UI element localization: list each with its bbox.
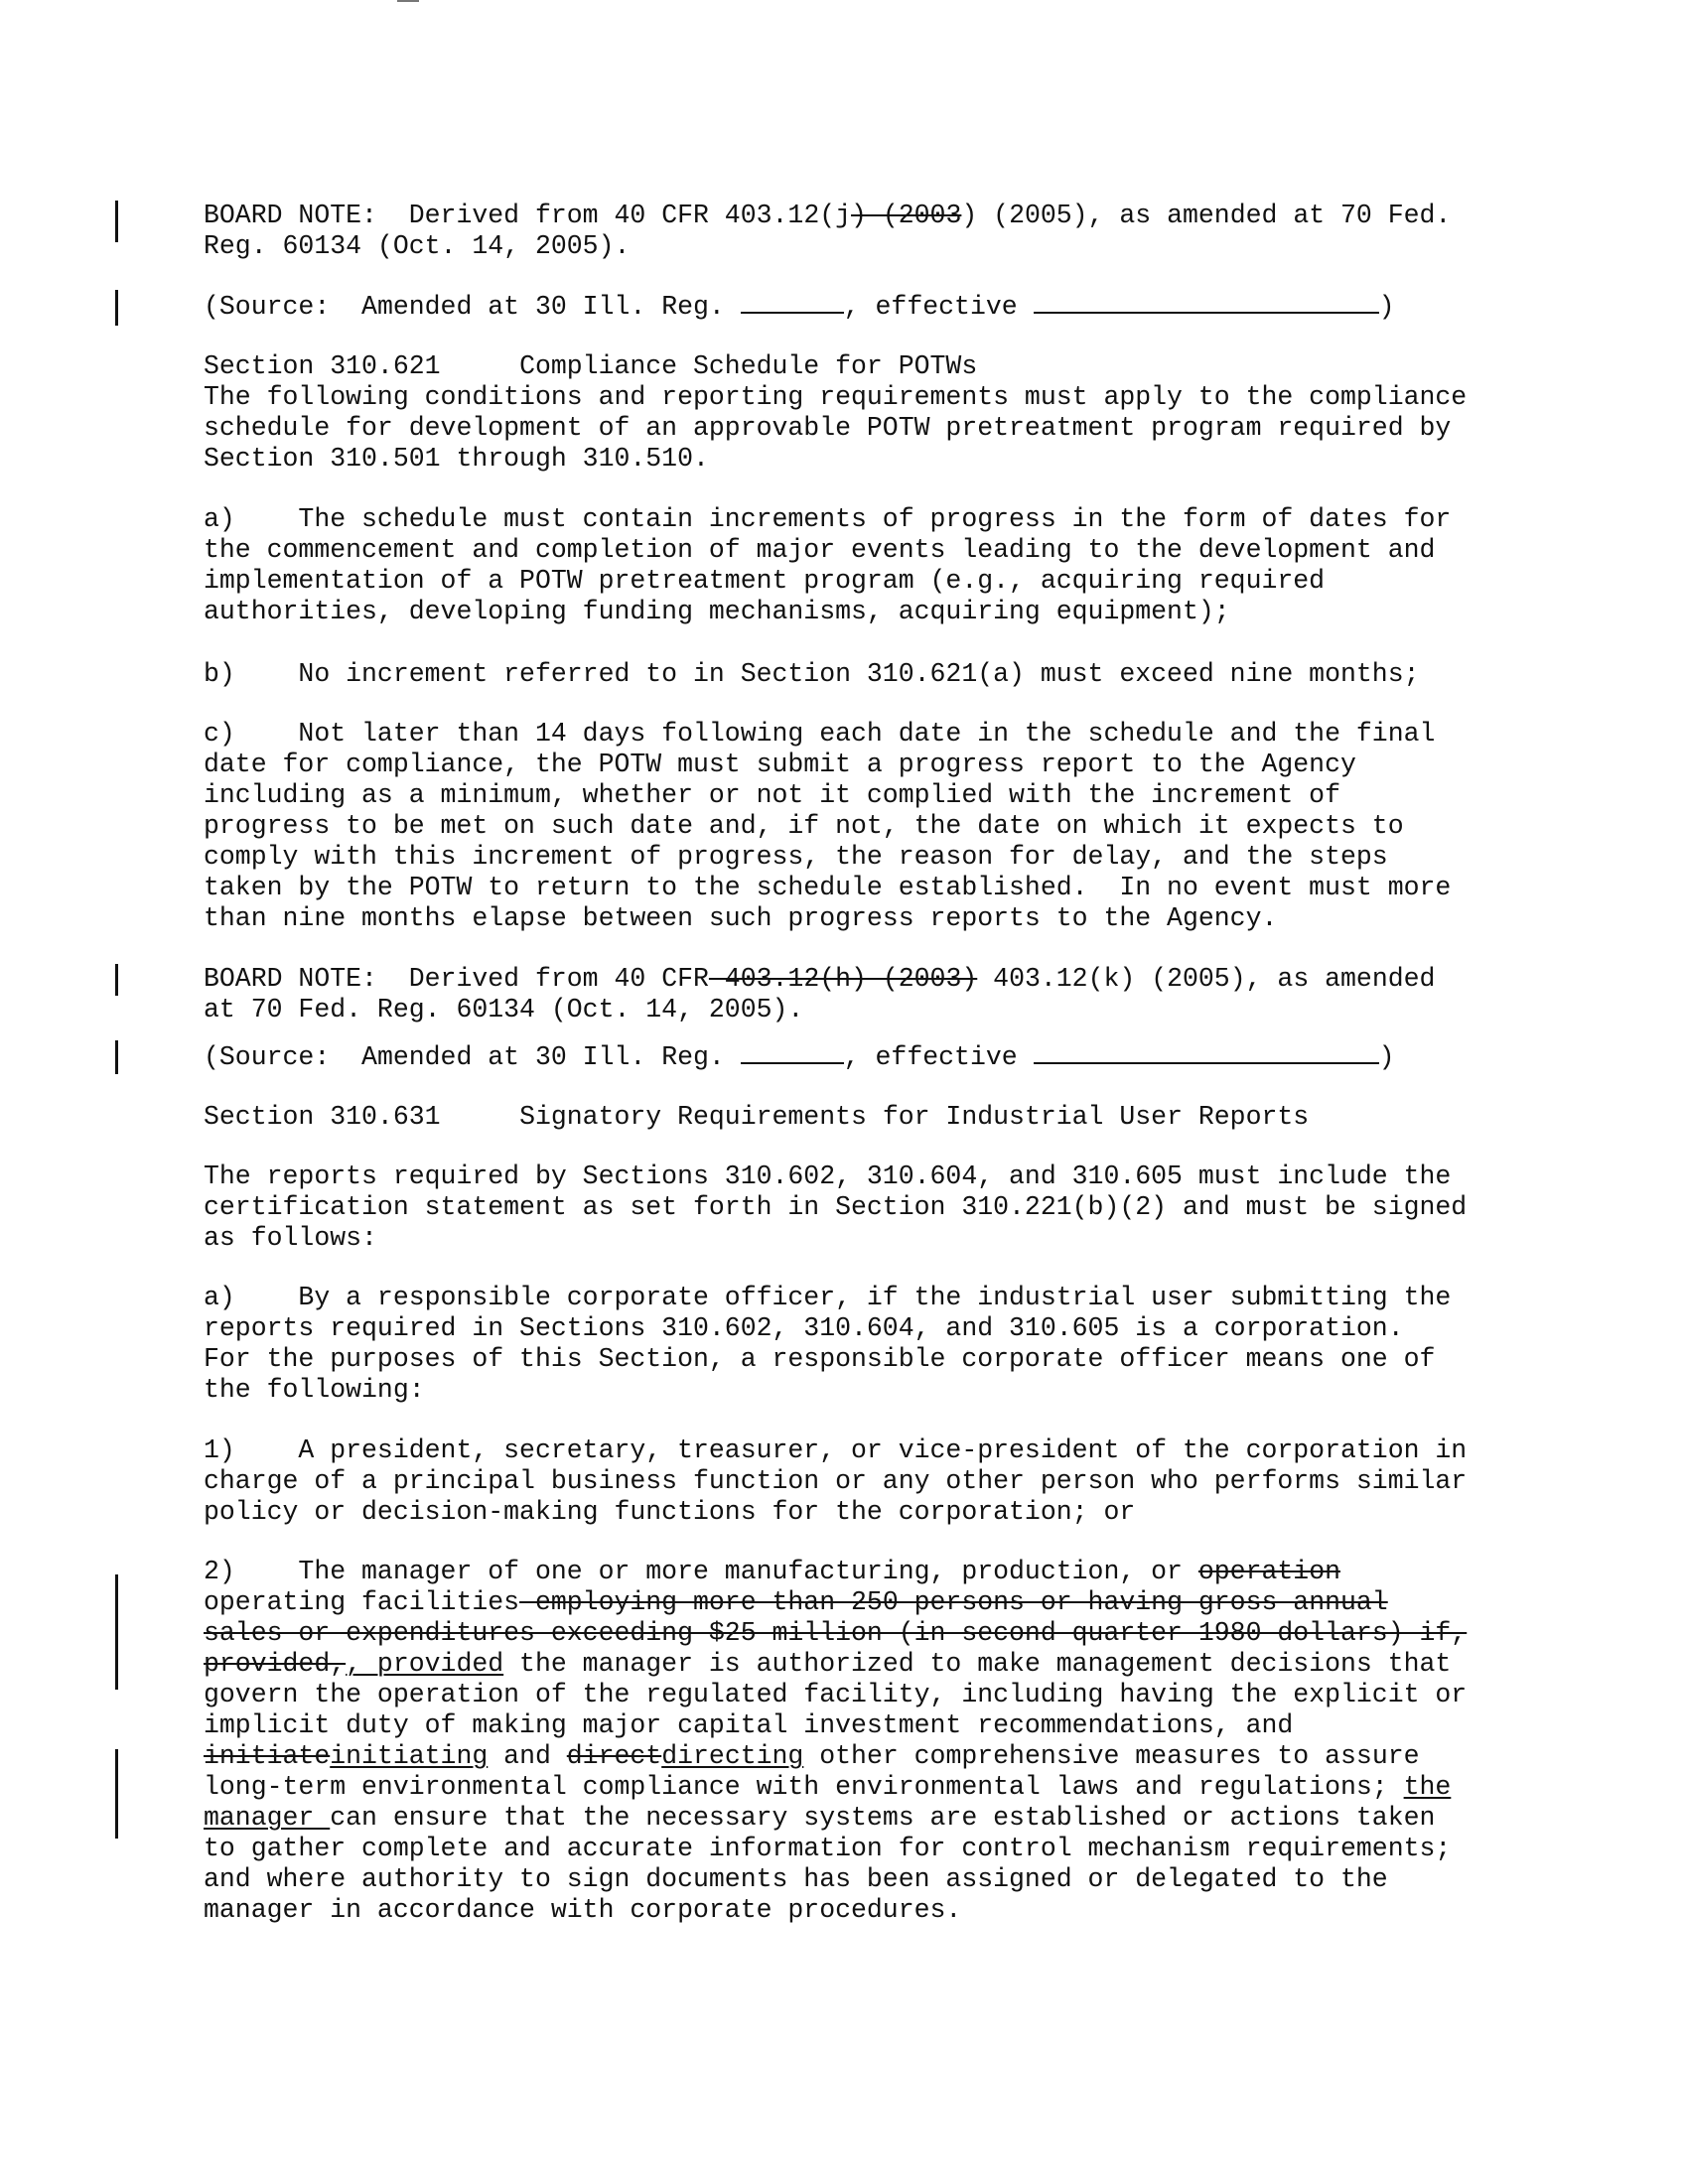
section-number: Section 310.621 xyxy=(204,351,441,381)
source-note-2: (Source: Amended at 30 Ill. Reg. , effective ) xyxy=(204,1042,1395,1072)
blank-line xyxy=(1034,1040,1222,1064)
board-note-1: BOARD NOTE: Derived from 40 CFR 403.12(j) (2003) (2005), as amended at 70 Fed. Reg. 60134 (Oct. 14, 2005). xyxy=(204,201,1452,261)
deleted-text: direct xyxy=(566,1741,662,1771)
revision-bar xyxy=(115,1040,118,1074)
paragraph-a-631: a) By a responsible corporate officer, if the industrial user submitting the reports required in Sections 310.602, 310.604, and 310.605 is a corporation. For the purposes of this Section, a responsible corporate officer means one of the following: xyxy=(204,1283,1452,1405)
revision-bar xyxy=(115,201,118,242)
dash-mark xyxy=(1222,1048,1379,1064)
blank-line xyxy=(741,290,818,314)
item-1-631: 1) A president, secretary, treasurer, or vice-president of the corporation in charge of a principal business function or any other person who performs similar policy or decision-making functions for the corporation; or xyxy=(204,1435,1468,1527)
inserted-text: directing xyxy=(661,1741,804,1771)
deleted-text: initiate xyxy=(204,1741,331,1771)
section-310-631-intro: The reports required by Sections 310.602, 310.604, and 310.605 must include the certification statement as set forth in Section 310.221(b)(2) and must be signed as follows: xyxy=(204,1161,1468,1253)
inserted-text: manager xyxy=(204,1803,331,1833)
deleted-text: sales or expenditures exceeding $25 million (in second quarter 1980 dollars) if, xyxy=(204,1618,1468,1648)
section-title: Compliance Schedule for POTWs xyxy=(519,351,978,381)
dash-mark xyxy=(1222,298,1379,314)
deleted-text: operation xyxy=(1197,1557,1340,1586)
deleted-text: employing more than 250 persons or having gross annual xyxy=(519,1587,1388,1617)
blank-line xyxy=(741,1040,818,1064)
blank-line xyxy=(1034,290,1222,314)
source-note-1: (Source: Amended at 30 Ill. Reg. , effective ) xyxy=(204,292,1395,322)
inserted-text: the xyxy=(1403,1772,1452,1802)
deleted-text: 403.12(h) (2003) xyxy=(708,964,978,994)
dash-mark xyxy=(818,1048,844,1064)
section-number: Section 310.631 xyxy=(204,1102,441,1132)
board-note-2: BOARD NOTE: Derived from 40 CFR 403.12(h) (2003) 403.12(k) (2005), as amended at 70 Fed. Reg. 60134 (Oct. 14, 2005). xyxy=(204,964,1436,1024)
scan-artifact xyxy=(397,0,419,2)
deleted-text: ) (2003 xyxy=(851,201,962,230)
revision-bar xyxy=(115,290,118,326)
dash-mark xyxy=(818,298,844,314)
inserted-text: initiating xyxy=(330,1741,489,1771)
inserted-text: , provided xyxy=(346,1649,504,1679)
revision-bar xyxy=(115,964,118,996)
section-310-631-heading xyxy=(204,1102,1534,1133)
revision-bar xyxy=(115,1749,118,1839)
paragraph-b-621: b) No increment referred to in Section 310.621(a) must exceed nine months; xyxy=(204,659,1420,689)
revision-bar xyxy=(115,1574,118,1690)
deleted-text: provided, xyxy=(204,1649,347,1679)
paragraph-c-621: c) Not later than 14 days following each date in the schedule and the final date for compliance, the POTW must submit a progress report to the Agency including as a minimum, whether or not it complied with the increment of progress to be met on such date and, if not, the date on which it expects to comply with this increment of progress, the reason for delay, and the steps taken by the POTW to return to the schedule established. In no event must more than nine months elapse between such progress reports to the Agency. xyxy=(204,719,1452,933)
section-310-621: Section 310.621 Compliance Schedule for POTWs The following conditions and reporting requirements must apply to the compliance schedule for development of an approvable POTW pretreatment program required by Section 310.501 through 310.510. xyxy=(204,351,1468,474)
section-title: Signatory Requirements for Industrial User Reports xyxy=(519,1102,1310,1132)
paragraph-a-621: a) The schedule must contain increments of progress in the form of dates for the commencement and completion of major events leading to the development and implementation of a POTW pretreatment program (e.g., acquiring required authorities, developing funding mechanisms, acquiring equipment); xyxy=(204,504,1452,626)
item-2-631: 2) The manager of one or more manufacturing, production, or operation operating facilities employing more than 250 persons or having gross annual sales or expenditures exceeding $25 million (in second quarter 1980 dollars) if, provided,, provided the manager is authorized to make management decisions that govern the operation of the regulated facility, including having the explicit or implicit duty of making major capital investment recommendations, and initiateinitiating and directdirecting other comprehensive measures to assure long-term environmental compliance with environmental laws and regulations; the manager can ensure that the necessary systems are established or actions taken to gather complete and accurate information for control mechanism requirements; and where authority to sign documents has been assigned or delegated to the manager in accordance with corporate procedures. xyxy=(204,1557,1468,1925)
